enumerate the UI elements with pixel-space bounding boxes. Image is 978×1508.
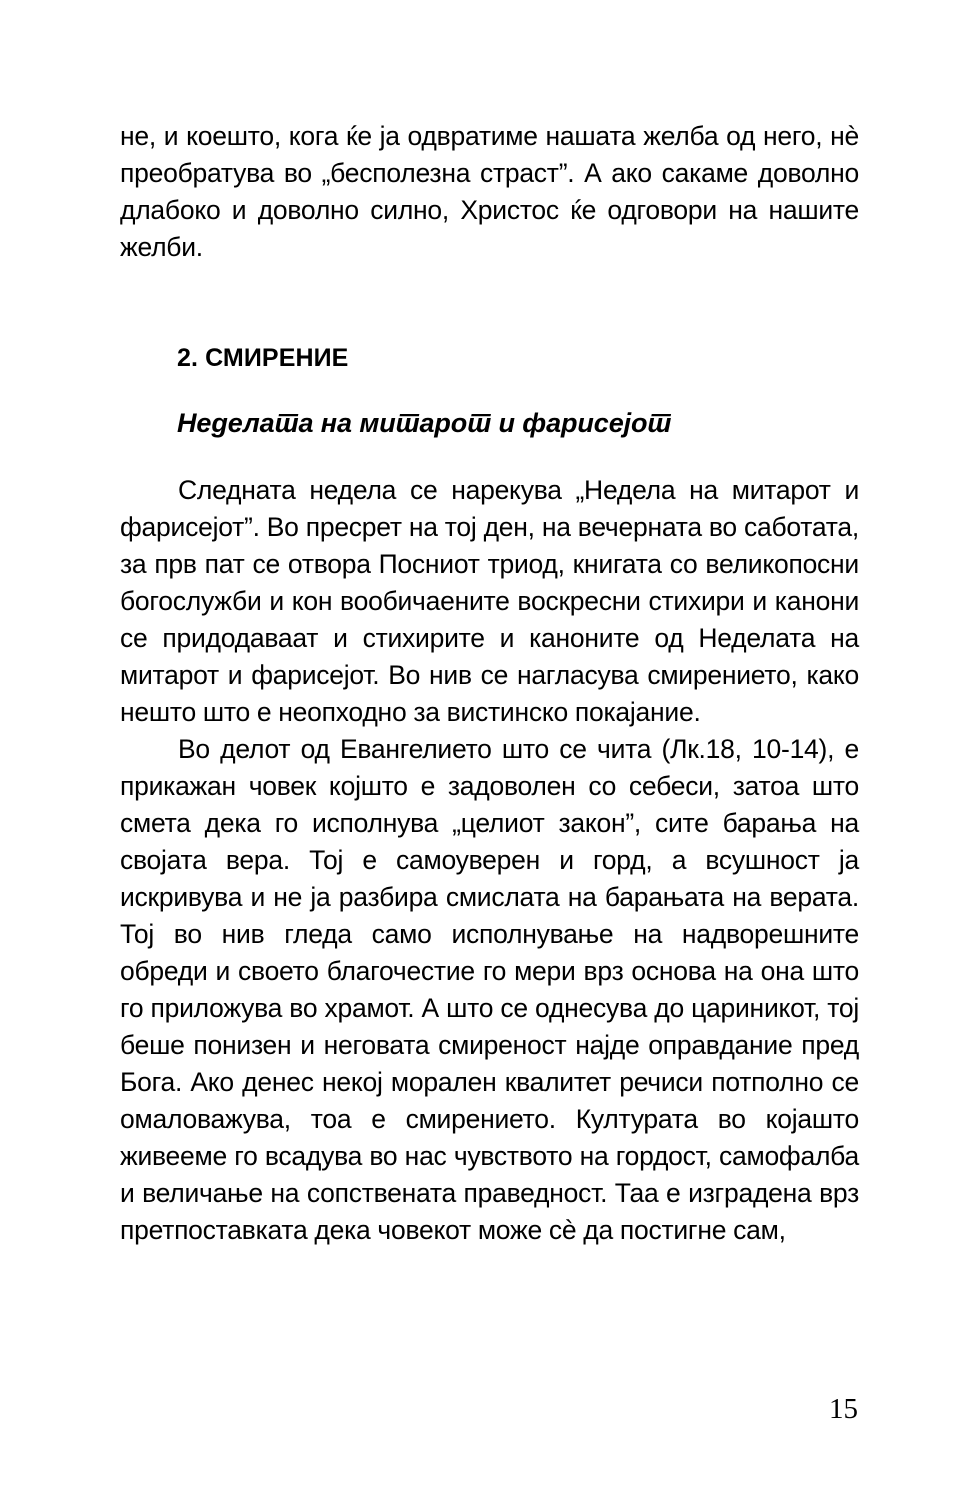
spacer-after-section-heading: [120, 377, 859, 405]
sub-heading: Неделата на митарот и фарисејот: [177, 408, 672, 438]
spacer-after-sub-heading: [120, 442, 859, 472]
body-paragraph-continued: не, и коешто, кога ќе ја одвратиме нашата желба од него, нè преобратува во „бесполезна страст”. А ако сакаме доволно длабоко и доволно силно, Христос ќе одговори на нашите желби.: [120, 121, 859, 262]
spacer-before-section-heading: [120, 266, 859, 340]
text-column: [120, 118, 859, 1249]
body-paragraph-1: Следната недела се нарекува „Недела на митарот и фарисејот”. Во пресрет на тој ден, на вечерната во саботата, за прв пат се отвора Посниот триод, книгата со великопосни богослужби и кон вообичаените воскресни стихири и канони се придодаваат и стихирите и каноните од Неделата на митарот и фарисејот. Во нив се нагласува смирението, како нешто што е неопходно за вистинско покајание.: [120, 475, 859, 727]
body-paragraph-2: Во делот од Евангелието што се чита (Лк.18, 10-14), е прикажан човек којшто е задоволен со себеси, затоа што смета дека го исполнува „целиот закон”, сите барања на својата вера. Тој е самоуверен и горд, а всушност ја искривува и не ја разбира смислата на барањата на верата. Тој во нив гледа само исполнување на надворешните обреди и своето благочестие го мери врз основа на она што го приложува во храмот. А што се однесува до цариникот, тој беше понизен и неговата смиреност најде оправдание пред Бога. Ако денес некој морален квалитет речиси потполно се омаловажува, тоа е смирението. Културата во којашто живееме го всадува во нас чувството на гордост, самофалба и величање на сопствената праведност. Таа е изградена врз претпоставката дека човекот може сè да постигне сам,: [120, 734, 859, 1245]
page-number: 15: [829, 1393, 858, 1425]
section-heading: 2. СМИРЕНИЕ: [177, 344, 349, 372]
